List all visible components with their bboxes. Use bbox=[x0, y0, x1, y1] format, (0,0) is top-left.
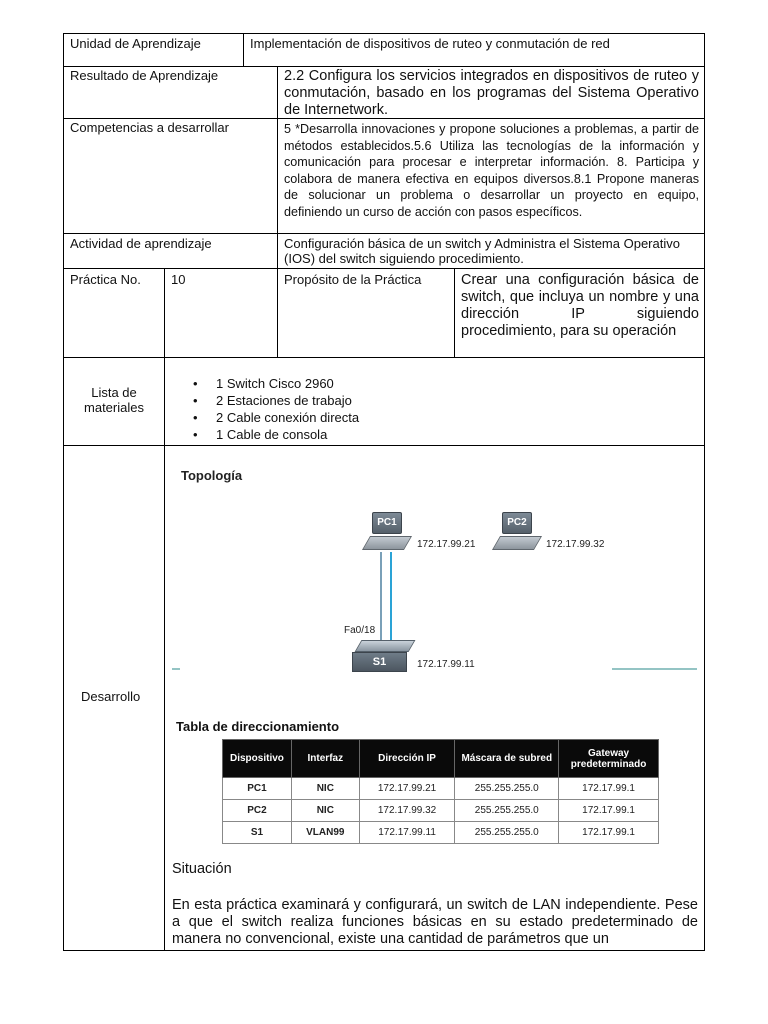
pc2-name: PC2 bbox=[507, 517, 527, 528]
s1-device bbox=[352, 640, 414, 674]
cell-device: S1 bbox=[223, 822, 292, 844]
table-row bbox=[223, 778, 659, 800]
cell-mask: 255.255.255.0 bbox=[455, 778, 559, 800]
materials-item: • 1 Switch Cisco 2960 bbox=[193, 375, 359, 392]
materials-item: • 2 Cable conexión directa bbox=[193, 409, 359, 426]
addressing-table bbox=[222, 739, 659, 844]
situation-text: En esta práctica examinará y configurará, un switch de LAN independiente. Pese a que el switch realiza funciones básicas en su estado predeterminado de manera no convencional, existe una cantidad de parámetros que un bbox=[172, 897, 698, 947]
switch-icon bbox=[355, 640, 416, 652]
topology-title: Topología bbox=[181, 468, 243, 483]
pc2-device bbox=[496, 512, 542, 552]
unidad-value: Implementación de dispositivos de ruteo y conmutación de red bbox=[250, 36, 610, 51]
cell-interface: NIC bbox=[291, 778, 359, 800]
materials-item: • 2 Estaciones de trabajo bbox=[193, 392, 359, 409]
pc1-ip: 172.17.99.21 bbox=[417, 539, 476, 550]
actividad-label: Actividad de aprendizaje bbox=[70, 236, 212, 251]
pc1-icon bbox=[372, 512, 402, 534]
s1-name: S1 bbox=[372, 656, 387, 668]
practica-number: 10 bbox=[171, 272, 186, 287]
header-ip: Dirección IP bbox=[359, 740, 455, 778]
header-dispositivo: Dispositivo bbox=[223, 740, 292, 778]
table-header-row bbox=[223, 740, 659, 778]
cell-ip: 172.17.99.11 bbox=[359, 822, 455, 844]
cell-mask: 255.255.255.0 bbox=[455, 800, 559, 822]
table-row bbox=[223, 822, 659, 844]
purpose-label: Propósito de la Práctica bbox=[284, 272, 422, 287]
resultado-label: Resultado de Aprendizaje bbox=[70, 68, 219, 83]
unidad-label: Unidad de Aprendizaje bbox=[70, 36, 201, 51]
competencias-value: 5 *Desarrolla innovaciones y propone soluciones a problemas, a partir de métodos establecidos.5.6 Utiliza las tecnologías de la información y comunicación para procesar e interpretar información. 8. Participa y colabora de manera efectiva en equipos diversos.8.1 Propone maneras de solucionar un problema o desarrollar un proyecto en equipo, definiendo un curso de acción con pasos específicos. bbox=[284, 122, 699, 219]
header-mascara: Máscara de subred bbox=[455, 740, 559, 778]
competencias-label: Competencias a desarrollar bbox=[70, 120, 229, 135]
pc1-name: PC1 bbox=[377, 517, 397, 528]
cell-gateway: 172.17.99.1 bbox=[559, 822, 659, 844]
desarrollo-label: Desarrollo bbox=[81, 689, 141, 704]
pc2-ip: 172.17.99.32 bbox=[546, 539, 605, 550]
purpose-value: Crear una configuración básica de switch, que incluya un nombre y una dirección IP siguiendo procedimiento, para su operación bbox=[461, 272, 699, 339]
actividad-value: Configuración básica de un switch y Administra el Sistema Operativo (IOS) del switch siguiendo procedimiento. bbox=[284, 236, 680, 266]
cell-device: PC2 bbox=[223, 800, 292, 822]
header-interfaz: Interfaz bbox=[291, 740, 359, 778]
situation-title: Situación bbox=[172, 861, 232, 877]
materiales-label: Lista de materiales bbox=[84, 385, 144, 415]
practica-label: Práctica No. bbox=[70, 272, 141, 287]
addressing-title: Tabla de direccionamiento bbox=[176, 719, 340, 734]
cell-interface: NIC bbox=[291, 800, 359, 822]
cell-gateway: 172.17.99.1 bbox=[559, 778, 659, 800]
cell-interface: VLAN99 bbox=[291, 822, 359, 844]
cell-device: PC1 bbox=[223, 778, 292, 800]
s1-ip: 172.17.99.11 bbox=[417, 659, 475, 670]
cell-mask: 255.255.255.0 bbox=[455, 822, 559, 844]
pc2-icon bbox=[502, 512, 532, 534]
switch-port-label: Fa0/18 bbox=[344, 625, 376, 636]
resultado-value: 2.2 Configura los servicios integrados en dispositivos de ruteo y conmutación, basado en los programas del Sistema Operativo de Internetwork. bbox=[284, 68, 699, 118]
table-row bbox=[223, 800, 659, 822]
pc1-device bbox=[366, 512, 412, 552]
cell-gateway: 172.17.99.1 bbox=[559, 800, 659, 822]
materials-item: • 1 Cable de consola bbox=[193, 426, 359, 443]
cell-ip: 172.17.99.32 bbox=[359, 800, 455, 822]
header-gateway: Gateway predeterminado bbox=[559, 740, 659, 778]
cell-ip: 172.17.99.21 bbox=[359, 778, 455, 800]
